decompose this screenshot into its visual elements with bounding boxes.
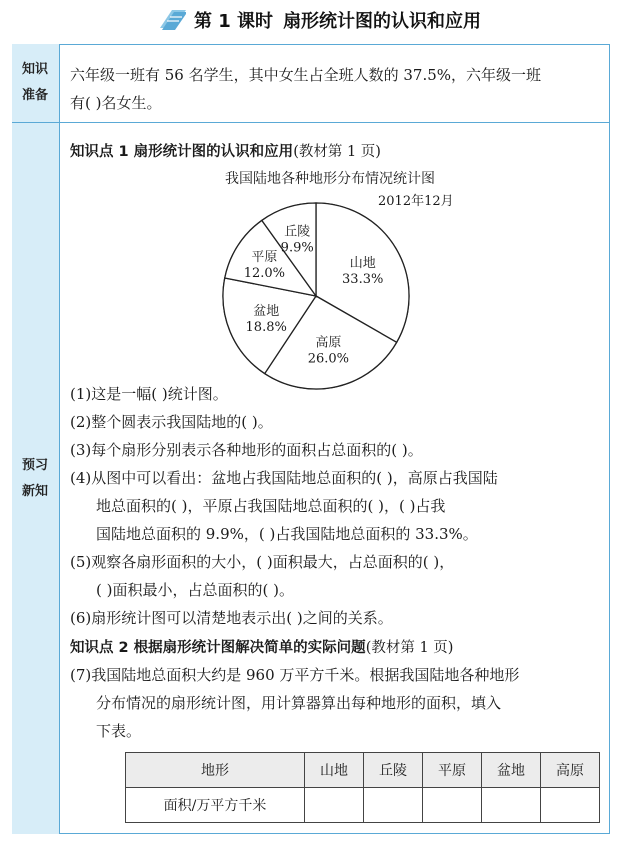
- table-header-cell: 平原: [423, 753, 482, 788]
- pie-label-value: 33.3%: [342, 272, 384, 287]
- table-answer-cell[interactable]: [541, 788, 600, 823]
- prep-label-cell: [12, 44, 60, 123]
- table-header-cell: 丘陵: [364, 753, 423, 788]
- question-7-line-1: (7)我国陆地总面积大约是 960 万平方千米。根据我国陆地各种地形: [70, 666, 520, 684]
- table-header-cell: 高原: [541, 753, 600, 788]
- table-answer-cell[interactable]: [305, 788, 364, 823]
- prep-label-1: 知识: [21, 62, 48, 77]
- preview-label-cell: [12, 123, 60, 834]
- kp1-title: 知识点 1 扇形统计图的认识和应用: [70, 144, 294, 160]
- pie-label-value: 26.0%: [307, 351, 350, 367]
- question-5-line-1: (5)观察各扇形面积的大小，( )面积最大，占总面积的( )，: [70, 553, 455, 571]
- lesson-number: 第 1 课时: [194, 11, 274, 32]
- prep-line-2: 有( )名女生。: [70, 94, 162, 112]
- book-icon: [158, 6, 188, 32]
- question-1: (1)这是一幅( )统计图。: [70, 385, 228, 403]
- table-header-cell: 山地: [305, 753, 364, 788]
- pie-label-name: 平原: [251, 249, 278, 265]
- kp2-heading: [70, 636, 453, 657]
- question-7-line-3: 下表。: [96, 722, 142, 740]
- pie-label-name: 盆地: [253, 303, 280, 319]
- question-4-line-2: 地总面积的( )，平原占我国陆地总面积的( )，( )占我: [96, 497, 446, 515]
- prep-line-1: 六年级一班有 56 名学生，其中女生占全班人数的 37.5%，六年级一班: [70, 66, 542, 84]
- preview-label-2: 新知: [21, 484, 48, 499]
- table-answer-cell[interactable]: [364, 788, 423, 823]
- question-4-line-3: 国陆地总面积的 9.9%，( )占我国陆地总面积的 33.3%。: [96, 525, 478, 543]
- chart-subtitle: 2012年12月: [378, 194, 454, 209]
- kp2-source: (教材第 1 页): [365, 640, 454, 656]
- question-6: (6)扇形统计图可以清楚地表示出( )之间的关系。: [70, 609, 393, 627]
- table-header-cell: 地形: [126, 753, 305, 788]
- pie-label-name: 高原: [315, 335, 342, 351]
- table-answer-cell[interactable]: [482, 788, 541, 823]
- table-row: [126, 788, 600, 823]
- pie-label-name: 山地: [349, 256, 376, 271]
- prep-label-2: 准备: [21, 88, 48, 103]
- question-2: (2)整个圆表示我国陆地的( )。: [70, 413, 273, 431]
- pie-label-value: 12.0%: [243, 265, 286, 281]
- area-table: [125, 752, 600, 823]
- table-answer-cell[interactable]: [423, 788, 482, 823]
- kp1-heading: [70, 140, 381, 161]
- preview-label-1: 预习: [21, 458, 48, 473]
- page-title: [194, 7, 481, 33]
- chart-title: 我国陆地各种地形分布情况统计图: [225, 171, 435, 187]
- pie-chart: [216, 196, 416, 396]
- section-divider: [60, 122, 610, 123]
- kp1-source: (教材第 1 页): [293, 144, 381, 160]
- question-3: (3)每个扇形分别表示各种地形的面积占总面积的( )。: [70, 441, 423, 459]
- kp2-title: 知识点 2 根据扇形统计图解决简单的实际问题: [70, 640, 366, 656]
- table-row-label: 面积/万平方千米: [126, 788, 305, 823]
- pie-label-value: 18.8%: [245, 319, 287, 335]
- question-4-line-1: (4)从图中可以看出：盆地占我国陆地总面积的( )，高原占我国陆: [70, 469, 498, 487]
- question-7-line-2: 分布情况的扇形统计图，用计算器算出每种地形的面积，填入: [96, 694, 502, 712]
- lesson-title: 扇形统计图的认识和应用: [283, 11, 482, 32]
- table-header-cell: 盆地: [482, 753, 541, 788]
- question-5-line-2: ( )面积最小，占总面积的( )。: [96, 581, 294, 599]
- page-header: [0, 0, 624, 44]
- pie-label-name: 丘陵: [284, 224, 311, 240]
- table-header-row: [126, 753, 600, 788]
- pie-label-value: 9.9%: [280, 240, 314, 256]
